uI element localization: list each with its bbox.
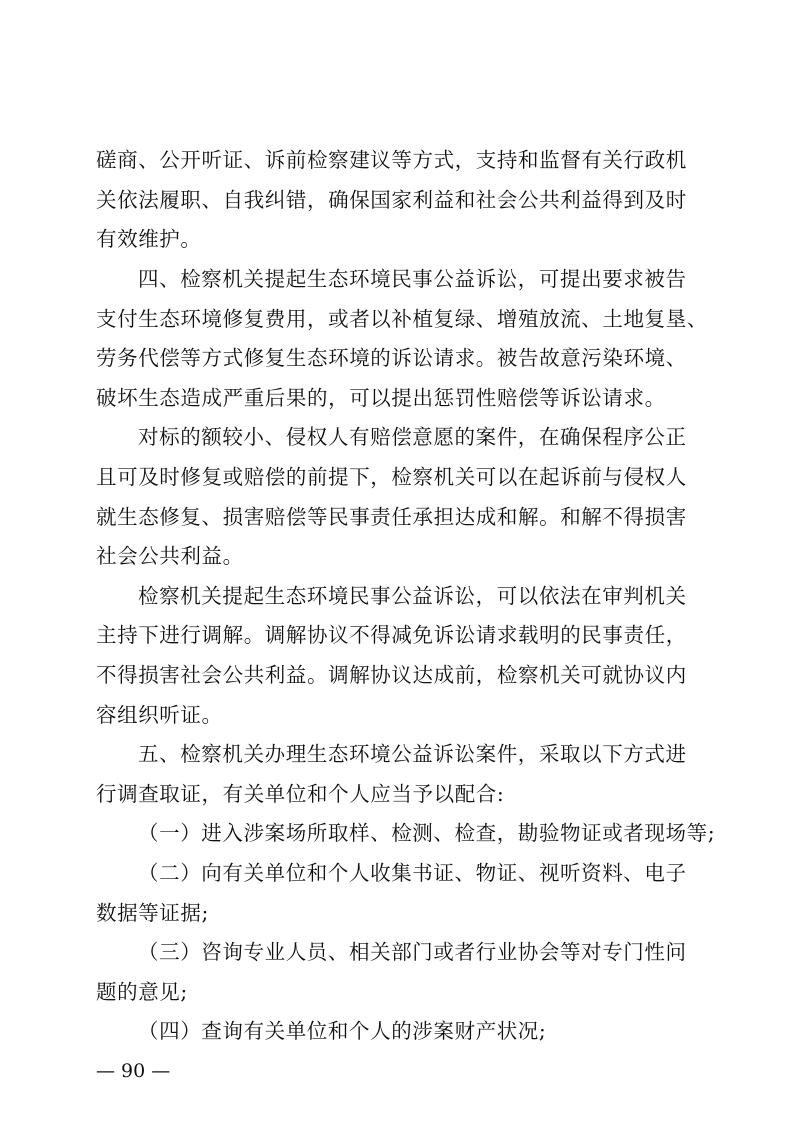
text-line: 有效维护。 (96, 227, 202, 251)
text-line: 对标的额较小、侵权人有赔偿意愿的案件，在确保程序公正 (138, 425, 687, 449)
text-line: （四）查询有关单位和个人的涉案财产状况; (138, 1019, 547, 1043)
text-line: 社会公共利益。 (96, 544, 244, 568)
text-line: 就生态修复、损害赔偿等民事责任承担达成和解。和解不得损害 (96, 505, 687, 529)
text-line: 关依法履职、自我纠错，确保国家利益和社会公共利益得到及时 (96, 188, 687, 212)
text-line: 破坏生态造成严重后果的，可以提出惩罚性赔偿等诉讼请求。 (96, 386, 666, 410)
text-line: 检察机关提起生态环境民事公益诉讼，可以依法在审判机关 (138, 584, 687, 608)
text-line: 磋商、公开听证、诉前检察建议等方式，支持和监督有关行政机 (96, 148, 687, 172)
text-line: 题的意见; (96, 980, 188, 1004)
text-line: 劳务代偿等方式修复生态环境的诉讼请求。被告故意污染环境、 (96, 346, 687, 370)
text-line: 不得损害社会公共利益。调解协议达成前，检察机关可就协议内 (96, 663, 687, 687)
text-line: （三）咨询专业人员、相关部门或者行业协会等对专门性问 (138, 940, 687, 964)
text-line: 支付生态环境修复费用，或者以补植复绿、增殖放流、土地复垦、 (96, 307, 708, 331)
page-number: — 90 — (96, 1060, 171, 1082)
text-line: 行调查取证，有关单位和个人应当予以配合: (96, 782, 505, 806)
text-line: 数据等证据; (96, 901, 210, 925)
text-line: 容组织听证。 (96, 703, 223, 727)
text-line: 且可及时修复或赔偿的前提下，检察机关可以在起诉前与侵权人 (96, 465, 687, 489)
text-line: 五、检察机关办理生态环境公益诉讼案件，采取以下方式进 (138, 742, 687, 766)
text-line: （二）向有关单位和个人收集书证、物证、视听资料、电子 (138, 861, 687, 885)
text-line: （一）进入涉案场所取样、检测、检查，勘验物证或者现场等; (138, 821, 716, 845)
text-line: 主持下进行调解。调解协议不得减免诉讼请求载明的民事责任， (96, 623, 687, 647)
text-line: 四、检察机关提起生态环境民事公益诉讼，可提出要求被告 (138, 267, 687, 291)
